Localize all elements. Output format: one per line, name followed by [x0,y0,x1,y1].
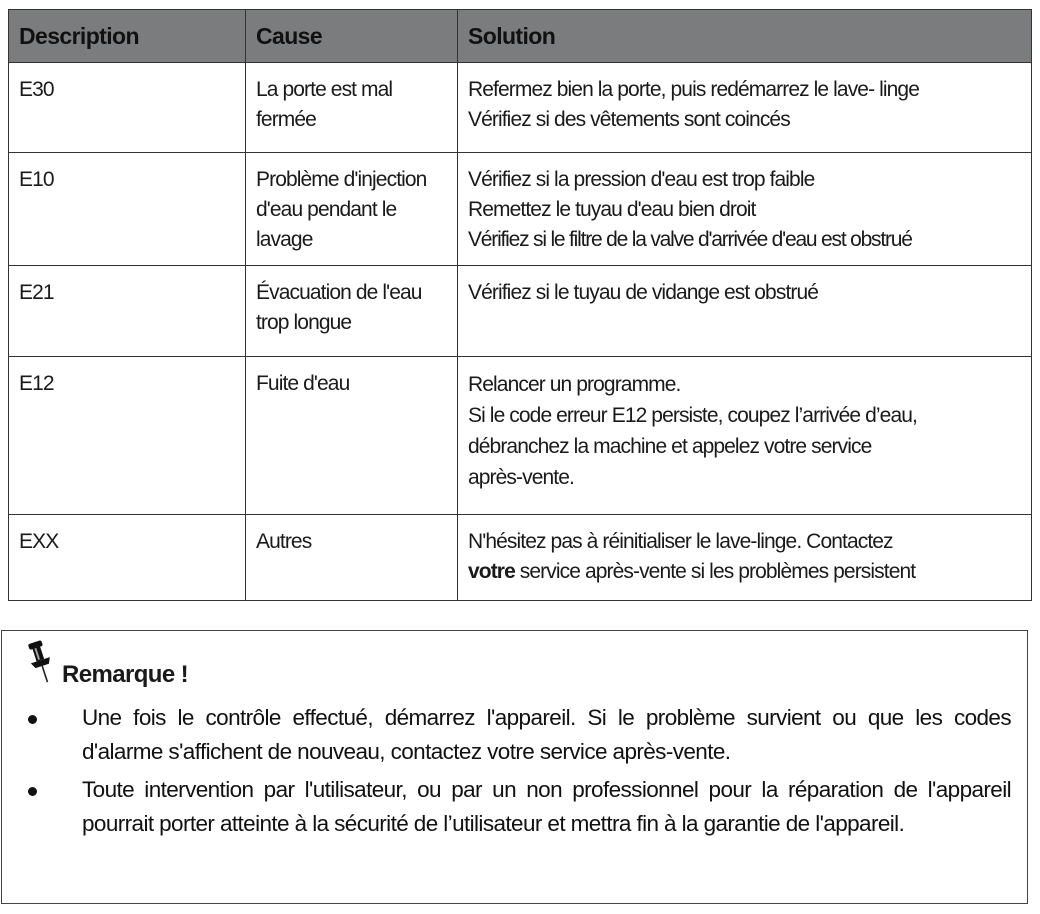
table-row [9,357,1032,515]
emphasized-word: votre [468,560,515,583]
table-row [9,266,1032,357]
error-solution [458,63,1032,153]
solution-line: Relancer un programme. [468,373,681,396]
solution-text: service après-vente si les problèmes persistent [514,560,916,583]
header-solution: Solution [458,10,1032,63]
error-solution [458,357,1032,515]
bullet-icon [28,715,37,724]
error-solution [458,153,1032,266]
solution-line: N'hésitez pas à réinitialiser le lave-linge. Contactez [468,530,893,553]
header-cause: Cause [246,10,458,63]
error-code: E10 [9,153,246,266]
table-row [9,515,1032,601]
solution-line: Vérifiez si le filtre de la valve d'arrivée d'eau est obstrué [468,228,912,251]
note-item-text: Une fois le contrôle effectué, démarrez l'appareil. Si le problème survient ou que les codes d'alarme s'affichent de nouveau, contactez votre service après-vente. [82,705,1011,764]
error-solution [458,515,1032,601]
table-row [9,63,1032,153]
error-solution [458,266,1032,357]
table-header-row [9,10,1032,63]
error-cause: Fuite d'eau [246,357,458,515]
error-code-table [8,9,1032,601]
error-code: E12 [9,357,246,515]
note-title: Remarque ! [62,661,189,688]
solution-line: Vérifiez si la pression d'eau est trop faible [468,168,815,191]
note-list [2,701,1027,845]
solution-line: après-vente. [468,466,574,489]
note-item-text: Toute intervention par l'utilisateur, ou par un non professionnel pour la réparation de l'appareil pourrait porter atteinte à la sécurité de l’utilisateur et mettra fin à la garantie de l'appareil. [82,777,1011,836]
bullet-icon [28,787,37,796]
note-box [1,630,1028,904]
note-header [24,639,188,687]
solution-line: Vérifiez si des vêtements sont coincés [468,108,790,131]
error-cause: Évacuation de l'eau trop longue [246,266,458,357]
note-item [2,701,1027,769]
error-code: E21 [9,266,246,357]
table-row [9,153,1032,266]
solution-line: Si le code erreur E12 persiste, coupez l’arrivée d’eau, [468,404,917,427]
solution-line: Remettez le tuyau d'eau bien droit [468,198,756,221]
note-item [2,773,1027,841]
error-cause: Problème d'injection d'eau pendant le lavage [246,153,458,266]
solution-line: débranchez la machine et appelez votre service [468,435,872,458]
solution-line: Refermez bien la porte, puis redémarrez le lave- linge [468,78,919,101]
error-cause: Autres [246,515,458,601]
error-code: E30 [9,63,246,153]
error-code: EXX [9,515,246,601]
pushpin-icon [24,639,58,687]
error-cause: La porte est mal fermée [246,63,458,153]
solution-line: Vérifiez si le tuyau de vidange est obstrué [468,281,819,304]
header-description: Description [9,10,246,63]
solution-line [468,557,1021,587]
